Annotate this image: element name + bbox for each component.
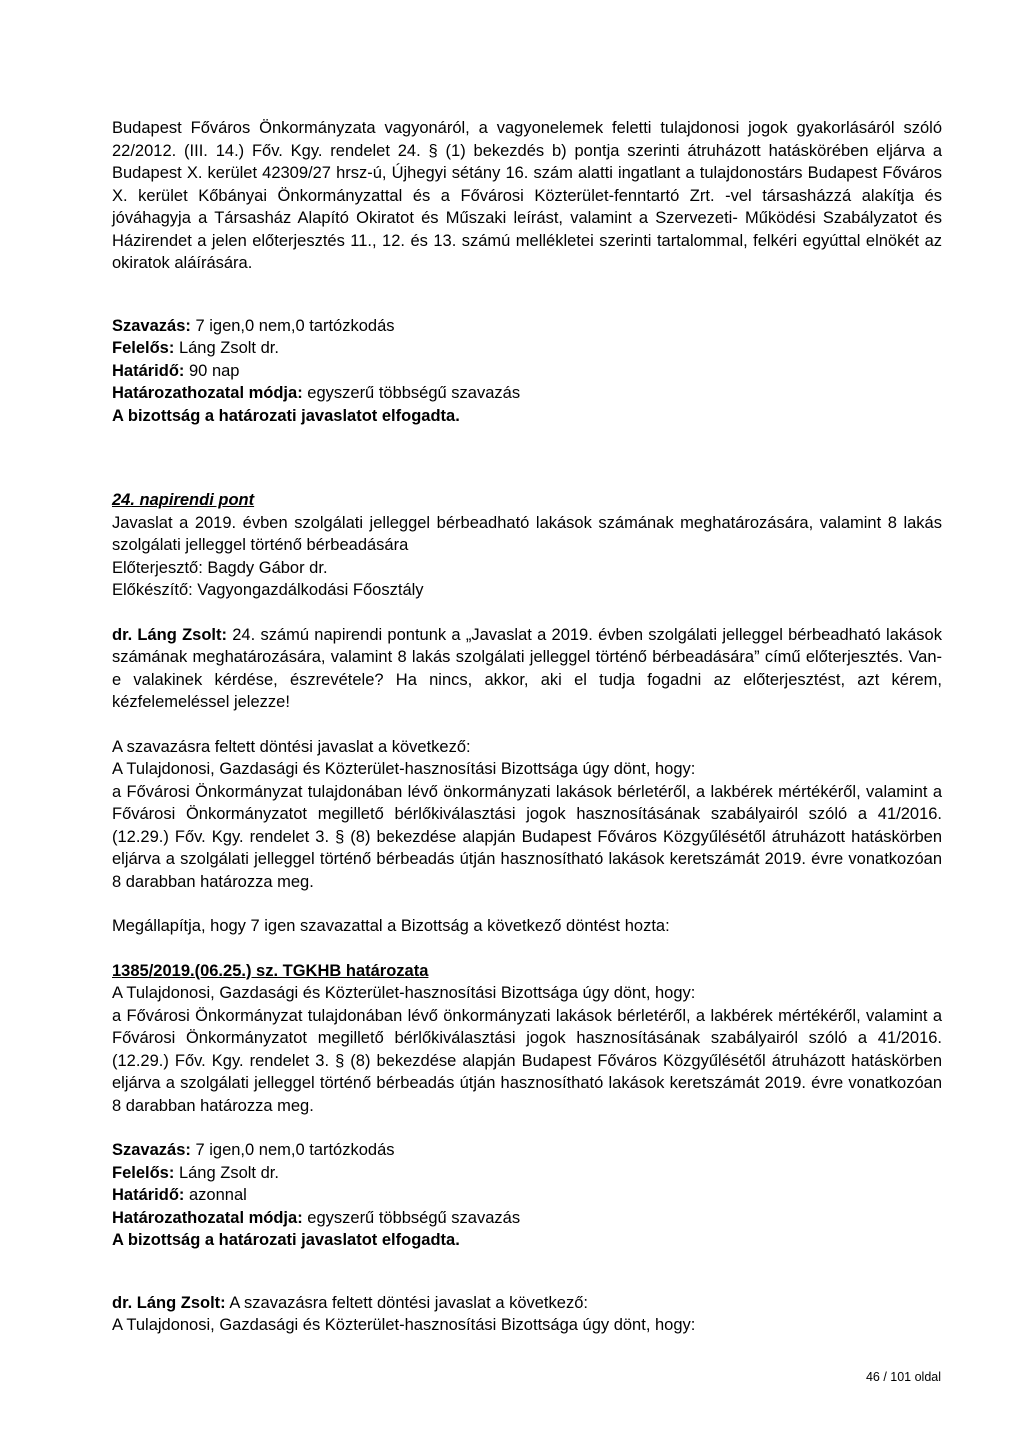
agenda-block [112, 489, 942, 602]
speech-paragraph-2 [112, 1292, 942, 1315]
responsible-line [112, 1162, 942, 1185]
intro-paragraph: Budapest Főváros Önkormányzata vagyonáról, a vagyonelemek feletti tulajdonosi jogok gyakorlásáról szóló 22/2012. (III. 14.) Főv. Kgy. rendelet 24. § (1) bekezdés b) pontja szerinti átruházott hatáskörében eljárva a Budapest X. kerület 42309/27 hrsz-ú, Újhegyi sétány 16. szám alatti ingatlant a tulajdonostárs Budapest Főváros X. kerület Kőbányai Önkormányzattal és a Fővárosi Közterület-fenntartó Zrt. -vel társasházzá alakítja és jóváhagyja a Társasház Alapító Okiratot és Műszaki leírást, valamint a Szervezeti- Működési Szabályzatot és Házirendet a jelen előterjesztés 11., 12. és 13. számú mellékletei szerinti tartalommal, felkéri egyúttal elnökét az okiratok aláírására. [112, 119, 942, 272]
deadline-line [112, 360, 942, 383]
page-number: 46 / 101 oldal [865, 1370, 941, 1384]
decision-title: 1385/2019.(06.25.) sz. TGKHB határozata [112, 961, 429, 980]
responsible-label: Felelős: [112, 339, 175, 357]
statement-line: Megállapítja, hogy 7 igen szavazattal a Bizottság a következő döntést hozta: [112, 917, 670, 935]
agenda-preparer: Előkészítő: Vagyongazdálkodási Főosztály [112, 581, 424, 599]
spacer [112, 1117, 942, 1139]
voting-label: Szavazás: [112, 1141, 191, 1159]
spacer [112, 938, 942, 960]
spacer [112, 275, 942, 315]
speech-text: 24. számú napirendi pontunk a „Javaslat a 2019. évben szolgálati jelleggel bérbeadható lakások számának meghatározására, valamint 8 lakás szolgálati jelleggel történő bérbeadására” című előterjesztés. Van-e valakinek kérdése, észrevétele? Ha nincs, akkor, aki el tudja fogadni az előterjesztést, azt kérem, kézfelemeléssel jelezze! [112, 625, 942, 711]
deadline-line [112, 1184, 942, 1207]
spacer [112, 602, 942, 624]
decision-committee: A Tulajdonosi, Gazdasági és Közterület-hasznosítási Bizottsága úgy dönt, hogy: [112, 984, 696, 1002]
proposal-intro: A szavazásra feltett döntési javaslat a következő: [112, 737, 471, 756]
method-value: egyszerű többségű szavazás [302, 1208, 521, 1227]
spacer [112, 427, 942, 467]
spacer [112, 714, 942, 736]
proposal-block [112, 736, 942, 894]
method-label: Határozathozatal módja: [112, 384, 303, 402]
voting-value: 7 igen,0 nem,0 tartózkodás [190, 1141, 395, 1159]
spacer [112, 893, 942, 915]
speech-text: A szavazásra feltett döntési javaslat a következő: [225, 1293, 588, 1312]
responsible-value: Láng Zsolt dr. [174, 339, 279, 357]
vote-block-1 [112, 315, 942, 428]
deadline-value: azonnal [184, 1186, 247, 1204]
deadline-value: 90 nap [184, 361, 240, 380]
responsible-value: Láng Zsolt dr. [174, 1163, 279, 1182]
voting-line [112, 1139, 942, 1162]
speaker-name: dr. Láng Zsolt: [112, 1293, 226, 1312]
proposal-committee: A Tulajdonosi, Gazdasági és Közterület-hasznosítási Bizottsága úgy dönt, hogy: [112, 760, 696, 778]
method-label: Határozathozatal módja: [112, 1208, 303, 1227]
voting-label: Szavazás: [112, 316, 191, 335]
speech-block-2 [112, 1292, 942, 1337]
deadline-label: Határidő: [112, 361, 185, 380]
document-page [112, 117, 942, 1337]
method-line [112, 1207, 942, 1230]
speech-paragraph-1 [112, 624, 942, 714]
voting-line [112, 315, 942, 338]
method-line [112, 382, 942, 405]
speech-committee: A Tulajdonosi, Gazdasági és Közterület-hasznosítási Bizottsága úgy dönt, hogy: [112, 1316, 696, 1334]
agenda-presenter: Előterjesztő: Bagdy Gábor dr. [112, 558, 328, 577]
vote-block-2 [112, 1139, 942, 1252]
agenda-proposal: Javaslat a 2019. évben szolgálati jelleggel bérbeadható lakások számának meghatározására, valamint 8 lakás szolgálati jelleggel történő bérbeadására [112, 513, 942, 554]
proposal-text: a Fővárosi Önkormányzat tulajdonában lévő önkormányzati lakások bérletéről, a lakbérek mértékéről, valamint a Fővárosi Önkormányzatot megillető bérlőkiválasztási jogok hasznosításának szabályairól szóló a 41/2016. (12.29.) Főv. Kgy. rendelet 3. § (8) bekezdése alapján Budapest Főváros Közgyűlésétől átruházott hatáskörben eljárva a szolgálati jelleggel történő bérbeadás útján hasznosítható lakások keretszámát 2019. évre vonatkozóan 8 darabban határozza meg. [112, 782, 942, 891]
responsible-line [112, 337, 942, 360]
voting-value: 7 igen,0 nem,0 tartózkodás [190, 316, 395, 335]
method-value: egyszerű többségű szavazás [302, 384, 521, 402]
agenda-title: 24. napirendi pont [112, 491, 255, 509]
result-line: A bizottság a határozati javaslatot elfogadta. [112, 1231, 460, 1249]
decision-text: a Fővárosi Önkormányzat tulajdonában lévő önkormányzati lakások bérletéről, a lakbérek mértékéről, valamint a Fővárosi Önkormányzatot megillető bérlőkiválasztási jogok hasznosításának szabályairól szóló a 41/2016. (12.29.) Főv. Kgy. rendelet 3. § (8) bekezdése alapján Budapest Főváros Közgyűlésétől átruházott hatáskörben eljárva a szolgálati jelleggel történő bérbeadás útján hasznosítható lakások keretszámát 2019. évre vonatkozóan 8 darabban határozza meg. [112, 1006, 942, 1115]
spacer [112, 1252, 942, 1292]
decision-block [112, 960, 942, 1118]
speaker-name: dr. Láng Zsolt: [112, 625, 227, 644]
result-line: A bizottság a határozati javaslatot elfogadta. [112, 406, 460, 425]
deadline-label: Határidő: [112, 1186, 185, 1204]
responsible-label: Felelős: [112, 1163, 175, 1182]
spacer [112, 467, 942, 489]
